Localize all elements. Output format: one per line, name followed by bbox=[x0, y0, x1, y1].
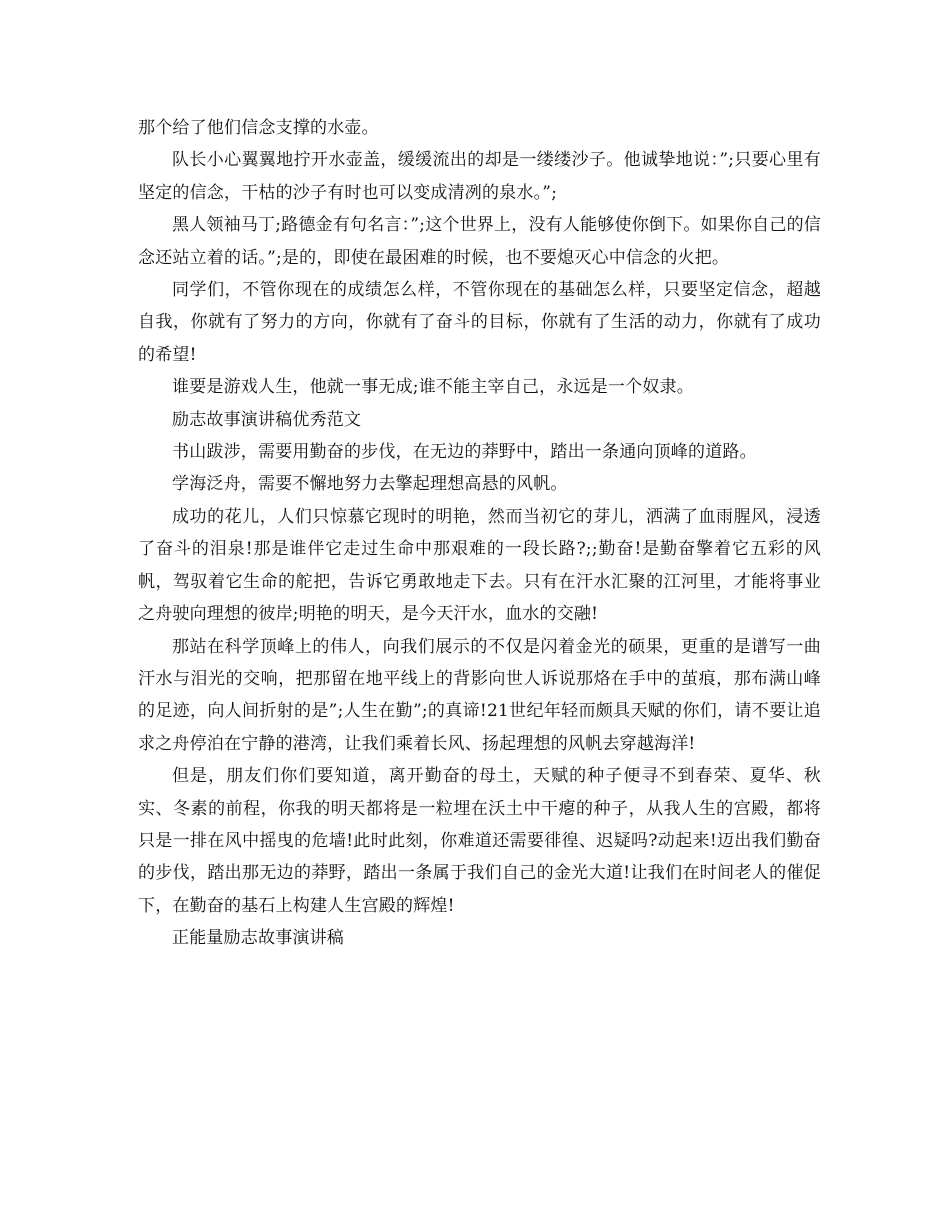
paragraph-8: 成功的花儿，人们只惊慕它现时的明艳，然而当初它的芽儿，洒满了血雨腥风，浸透了奋斗的泪泉!那是谁伴它走过生命中那艰难的一段长路?;;勤奋!是勤奋擎着它五彩的风帆，驾驭着它生命的舵把，告诉它勇敢地走下去。只有在汗水汇聚的江河里，才能将事业之舟驶向理想的彼岸;明艳的明天，是今天汗水，血水的交融! bbox=[138, 506, 821, 625]
paragraph-2: 队长小心翼翼地拧开水壶盖，缓缓流出的却是一缕缕沙子。他诚挚地说：”;只要心里有坚定的信念，干枯的沙子有时也可以变成清冽的泉水。”; bbox=[138, 150, 821, 203]
section-heading-1: 励志故事演讲稿优秀范文 bbox=[172, 409, 362, 430]
paragraph-6: 书山跋涉，需要用勤奋的步伐，在无边的莽野中，踏出一条通向顶峰的道路。 bbox=[172, 442, 757, 463]
paragraph-9: 那站在科学顶峰上的伟人，向我们展示的不仅是闪着金光的硕果，更重的是谱写一曲汗水与泪光的交响，把那留在地平线上的背影向世人诉说那烙在手中的茧痕，那布满山峰的足迹，向人间折射的是”;人生在勤”;的真谛!21世纪年轻而颇具天赋的你们，请不要让追求之舟停泊在宁静的港湾，让我们乘着长风、扬起理想的风帆去穿越海洋! bbox=[138, 636, 821, 754]
paragraph-7: 学海泛舟，需要不懈地努力去擎起理想高悬的风帆。 bbox=[172, 474, 568, 495]
section-heading-2: 正能量励志故事演讲稿 bbox=[172, 928, 344, 949]
paragraph-4: 同学们，不管你现在的成绩怎么样，不管你现在的基础怎么样，只要坚定信念，超越自我，你就有了努力的方向，你就有了奋斗的目标，你就有了生活的动力，你就有了成功的希望! bbox=[138, 280, 821, 365]
paragraph-1: 那个给了他们信念支撑的水壶。 bbox=[138, 118, 379, 138]
paragraph-5: 谁要是游戏人生，他就一事无成;谁不能主宰自己，永远是一个奴隶。 bbox=[172, 377, 694, 398]
paragraph-3: 黑人领袖马丁;路德金有句名言：”;这个世界上，没有人能够使你倒下。如果你自己的信念还站立着的话。”;是的，即使在最困难的时候，也不要熄灭心中信念的火把。 bbox=[138, 215, 821, 268]
paragraph-10: 但是，朋友们你们要知道，离开勤奋的母土，天赋的种子便寻不到春荣、夏华、秋实、冬素的前程，你我的明天都将是一粒埋在沃土中干瘪的种子，从我人生的宫殿，都将只是一排在风中摇曳的危墙!此时此刻，你难道还需要徘徨、迟疑吗?动起来!迈出我们勤奋的步伐，踏出那无边的莽野，踏出一条属于我们自己的金光大道!让我们在时间老人的催促下，在勤奋的基石上构建人生宫殿的辉煌! bbox=[138, 766, 821, 916]
document-page bbox=[138, 112, 821, 955]
